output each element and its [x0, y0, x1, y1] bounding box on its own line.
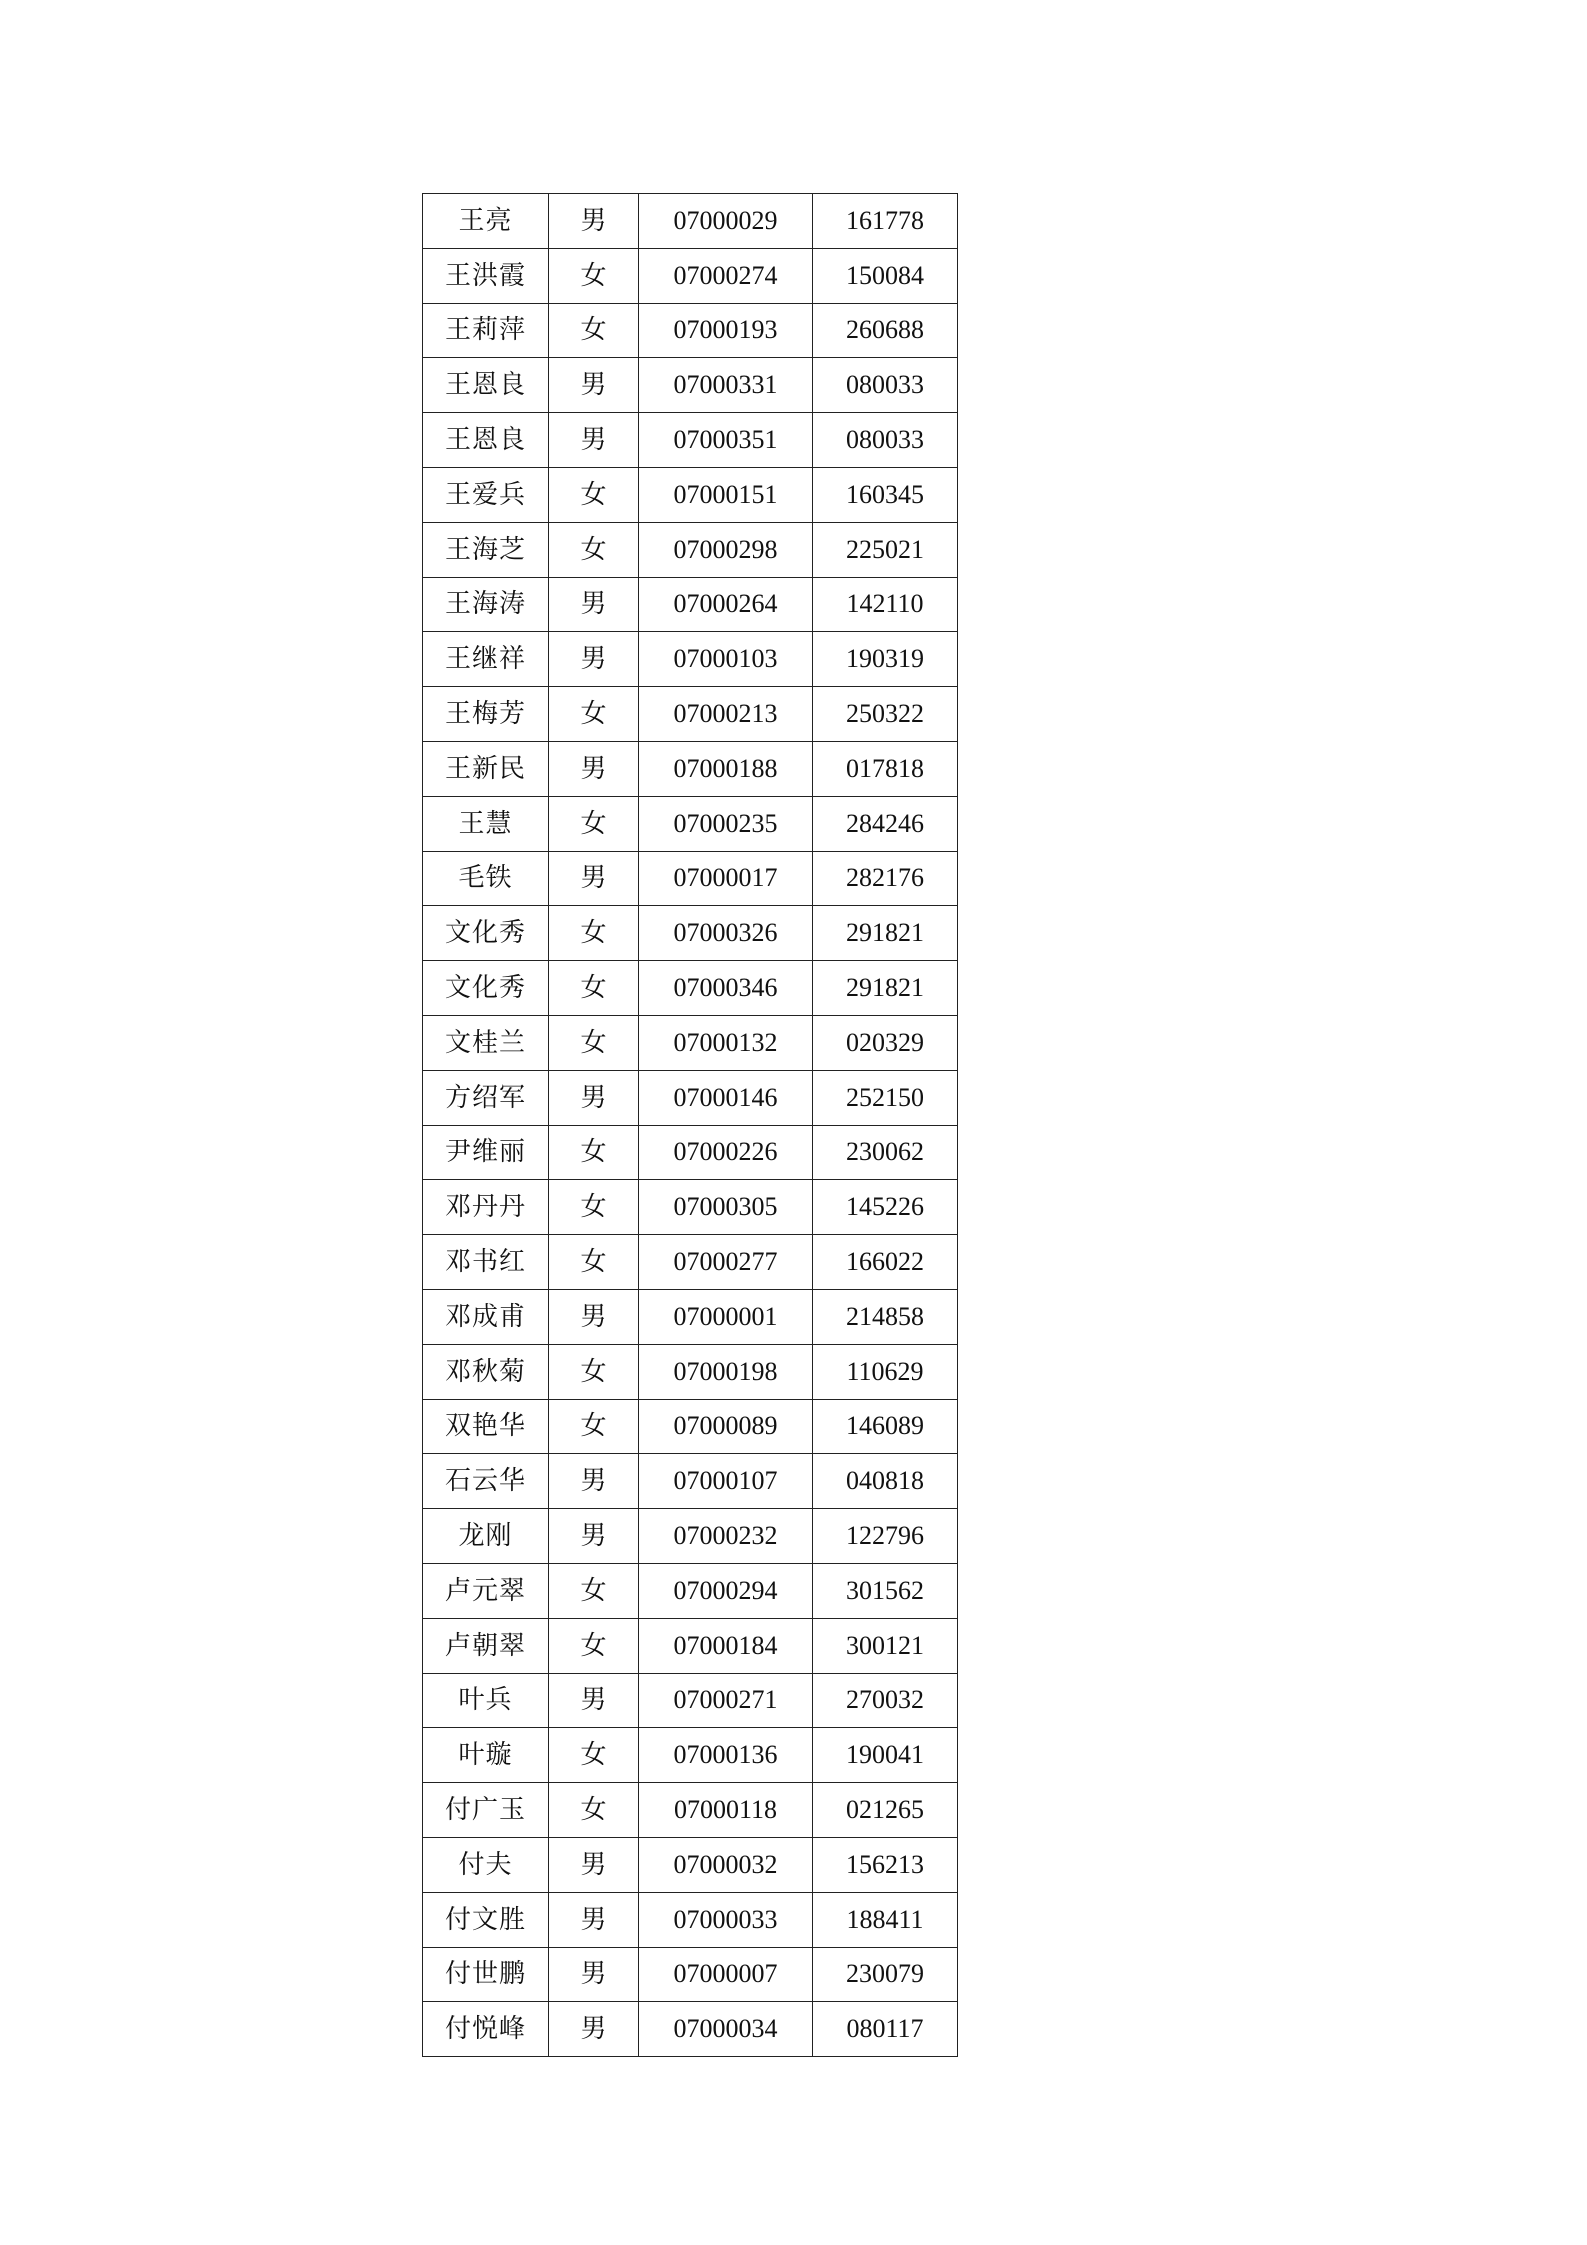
name-cell: 石云华 — [423, 1454, 549, 1509]
id-cell: 07000213 — [639, 687, 813, 742]
code-cell: 291821 — [813, 906, 958, 961]
gender-cell: 女 — [549, 1235, 639, 1290]
gender-cell: 男 — [549, 358, 639, 413]
code-cell: 300121 — [813, 1618, 958, 1673]
table-row — [423, 358, 958, 413]
gender-cell: 女 — [549, 1125, 639, 1180]
id-cell: 07000274 — [639, 248, 813, 303]
gender-cell: 男 — [549, 194, 639, 249]
id-cell: 07000136 — [639, 1728, 813, 1783]
table-row — [423, 467, 958, 522]
id-cell: 07000198 — [639, 1344, 813, 1399]
gender-cell: 女 — [549, 1783, 639, 1838]
gender-cell: 女 — [549, 906, 639, 961]
table-row — [423, 1618, 958, 1673]
code-cell: 156213 — [813, 1837, 958, 1892]
gender-cell: 男 — [549, 1947, 639, 2002]
name-cell: 王海芝 — [423, 522, 549, 577]
gender-cell: 女 — [549, 1618, 639, 1673]
name-cell: 文桂兰 — [423, 1015, 549, 1070]
code-cell: 250322 — [813, 687, 958, 742]
name-cell: 王梅芳 — [423, 687, 549, 742]
gender-cell: 男 — [549, 1070, 639, 1125]
name-cell: 方绍军 — [423, 1070, 549, 1125]
id-cell: 07000032 — [639, 1837, 813, 1892]
name-cell: 付文胜 — [423, 1892, 549, 1947]
id-cell: 07000277 — [639, 1235, 813, 1290]
id-cell: 07000089 — [639, 1399, 813, 1454]
code-cell: 214858 — [813, 1289, 958, 1344]
id-cell: 07000146 — [639, 1070, 813, 1125]
code-cell: 230062 — [813, 1125, 958, 1180]
id-cell: 07000235 — [639, 796, 813, 851]
name-cell: 卢朝翠 — [423, 1618, 549, 1673]
id-cell: 07000188 — [639, 741, 813, 796]
id-cell: 07000226 — [639, 1125, 813, 1180]
code-cell: 110629 — [813, 1344, 958, 1399]
name-cell: 文化秀 — [423, 961, 549, 1016]
code-cell: 252150 — [813, 1070, 958, 1125]
name-cell: 龙刚 — [423, 1509, 549, 1564]
name-cell: 王继祥 — [423, 632, 549, 687]
code-cell: 142110 — [813, 577, 958, 632]
id-cell: 07000271 — [639, 1673, 813, 1728]
code-cell: 080033 — [813, 413, 958, 468]
name-cell: 尹维丽 — [423, 1125, 549, 1180]
code-cell: 122796 — [813, 1509, 958, 1564]
code-cell: 160345 — [813, 467, 958, 522]
id-cell: 07000001 — [639, 1289, 813, 1344]
table-row — [423, 1289, 958, 1344]
code-cell: 146089 — [813, 1399, 958, 1454]
id-cell: 07000298 — [639, 522, 813, 577]
code-cell: 270032 — [813, 1673, 958, 1728]
code-cell: 080033 — [813, 358, 958, 413]
table-row — [423, 796, 958, 851]
table-row — [423, 741, 958, 796]
table-row — [423, 961, 958, 1016]
name-cell: 王恩良 — [423, 358, 549, 413]
gender-cell: 男 — [549, 2002, 639, 2057]
code-cell: 190041 — [813, 1728, 958, 1783]
gender-cell: 男 — [549, 1289, 639, 1344]
id-cell: 07000151 — [639, 467, 813, 522]
code-cell: 291821 — [813, 961, 958, 1016]
code-cell: 150084 — [813, 248, 958, 303]
table-row — [423, 522, 958, 577]
name-cell: 王洪霞 — [423, 248, 549, 303]
name-cell: 卢元翠 — [423, 1563, 549, 1618]
gender-cell: 男 — [549, 1673, 639, 1728]
gender-cell: 女 — [549, 796, 639, 851]
table-row — [423, 1563, 958, 1618]
name-cell: 邓书红 — [423, 1235, 549, 1290]
gender-cell: 女 — [549, 1344, 639, 1399]
name-cell: 王慧 — [423, 796, 549, 851]
table-row — [423, 1454, 958, 1509]
name-cell: 王海涛 — [423, 577, 549, 632]
code-cell: 161778 — [813, 194, 958, 249]
gender-cell: 女 — [549, 1399, 639, 1454]
table-row — [423, 1180, 958, 1235]
gender-cell: 女 — [549, 961, 639, 1016]
gender-cell: 男 — [549, 1509, 639, 1564]
id-cell: 07000118 — [639, 1783, 813, 1838]
roster-table — [422, 193, 958, 2057]
name-cell: 叶兵 — [423, 1673, 549, 1728]
table-row — [423, 248, 958, 303]
name-cell: 毛铁 — [423, 851, 549, 906]
name-cell: 王新民 — [423, 741, 549, 796]
gender-cell: 女 — [549, 687, 639, 742]
id-cell: 07000029 — [639, 194, 813, 249]
gender-cell: 男 — [549, 632, 639, 687]
table-row — [423, 1235, 958, 1290]
table-row — [423, 1125, 958, 1180]
code-cell: 188411 — [813, 1892, 958, 1947]
id-cell: 07000264 — [639, 577, 813, 632]
code-cell: 080117 — [813, 2002, 958, 2057]
name-cell: 邓成甫 — [423, 1289, 549, 1344]
code-cell: 166022 — [813, 1235, 958, 1290]
code-cell: 190319 — [813, 632, 958, 687]
gender-cell: 男 — [549, 577, 639, 632]
name-cell: 王莉萍 — [423, 303, 549, 358]
id-cell: 07000132 — [639, 1015, 813, 1070]
code-cell: 284246 — [813, 796, 958, 851]
id-cell: 07000305 — [639, 1180, 813, 1235]
id-cell: 07000017 — [639, 851, 813, 906]
id-cell: 07000184 — [639, 1618, 813, 1673]
gender-cell: 男 — [549, 413, 639, 468]
name-cell: 王恩良 — [423, 413, 549, 468]
gender-cell: 男 — [549, 1892, 639, 1947]
name-cell: 付夫 — [423, 1837, 549, 1892]
table-row — [423, 1344, 958, 1399]
name-cell: 王爱兵 — [423, 467, 549, 522]
table-row — [423, 1399, 958, 1454]
table-row — [423, 632, 958, 687]
roster-table-body — [423, 194, 958, 2057]
gender-cell: 女 — [549, 1015, 639, 1070]
code-cell: 145226 — [813, 1180, 958, 1235]
id-cell: 07000331 — [639, 358, 813, 413]
id-cell: 07000007 — [639, 1947, 813, 2002]
id-cell: 07000351 — [639, 413, 813, 468]
gender-cell: 女 — [549, 303, 639, 358]
table-row — [423, 1728, 958, 1783]
table-row — [423, 1837, 958, 1892]
table-row — [423, 687, 958, 742]
table-row — [423, 1015, 958, 1070]
gender-cell: 男 — [549, 741, 639, 796]
gender-cell: 男 — [549, 1837, 639, 1892]
name-cell: 付悦峰 — [423, 2002, 549, 2057]
gender-cell: 男 — [549, 851, 639, 906]
id-cell: 07000193 — [639, 303, 813, 358]
name-cell: 付广玉 — [423, 1783, 549, 1838]
code-cell: 230079 — [813, 1947, 958, 2002]
table-row — [423, 1892, 958, 1947]
gender-cell: 女 — [549, 1563, 639, 1618]
code-cell: 301562 — [813, 1563, 958, 1618]
code-cell: 017818 — [813, 741, 958, 796]
code-cell: 260688 — [813, 303, 958, 358]
id-cell: 07000033 — [639, 1892, 813, 1947]
gender-cell: 女 — [549, 1728, 639, 1783]
table-row — [423, 1509, 958, 1564]
gender-cell: 女 — [549, 248, 639, 303]
id-cell: 07000232 — [639, 1509, 813, 1564]
name-cell: 叶璇 — [423, 1728, 549, 1783]
table-row — [423, 2002, 958, 2057]
id-cell: 07000034 — [639, 2002, 813, 2057]
code-cell: 020329 — [813, 1015, 958, 1070]
table-row — [423, 851, 958, 906]
table-row — [423, 303, 958, 358]
id-cell: 07000107 — [639, 1454, 813, 1509]
id-cell: 07000326 — [639, 906, 813, 961]
name-cell: 文化秀 — [423, 906, 549, 961]
name-cell: 付世鹏 — [423, 1947, 549, 2002]
code-cell: 040818 — [813, 1454, 958, 1509]
name-cell: 双艳华 — [423, 1399, 549, 1454]
table-row — [423, 1947, 958, 2002]
id-cell: 07000346 — [639, 961, 813, 1016]
name-cell: 王亮 — [423, 194, 549, 249]
table-row — [423, 194, 958, 249]
id-cell: 07000103 — [639, 632, 813, 687]
id-cell: 07000294 — [639, 1563, 813, 1618]
table-row — [423, 1673, 958, 1728]
code-cell: 225021 — [813, 522, 958, 577]
gender-cell: 男 — [549, 1454, 639, 1509]
table-row — [423, 906, 958, 961]
gender-cell: 女 — [549, 522, 639, 577]
name-cell: 邓秋菊 — [423, 1344, 549, 1399]
table-row — [423, 577, 958, 632]
table-row — [423, 1783, 958, 1838]
code-cell: 021265 — [813, 1783, 958, 1838]
code-cell: 282176 — [813, 851, 958, 906]
gender-cell: 女 — [549, 467, 639, 522]
table-row — [423, 413, 958, 468]
table-row — [423, 1070, 958, 1125]
gender-cell: 女 — [549, 1180, 639, 1235]
name-cell: 邓丹丹 — [423, 1180, 549, 1235]
